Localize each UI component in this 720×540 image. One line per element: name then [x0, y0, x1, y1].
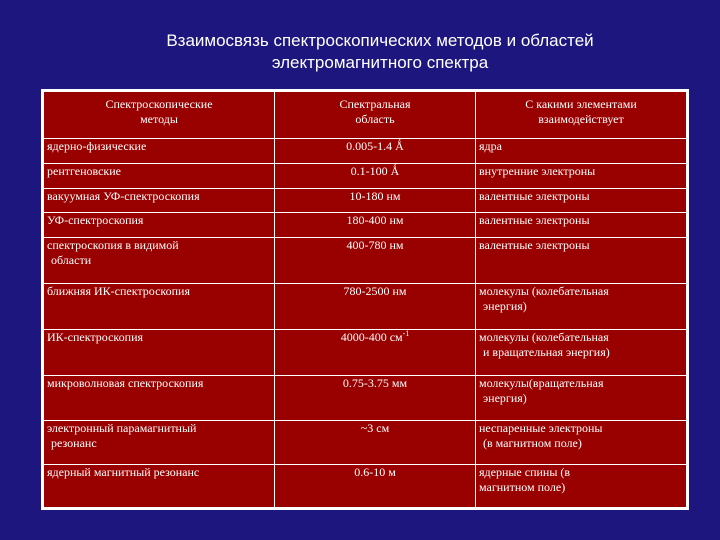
header-methods	[43, 91, 275, 139]
method-text: области	[51, 253, 92, 267]
region-cell	[275, 139, 476, 164]
region-text: 400-780 нм	[346, 238, 404, 252]
region-text: 0.6-10 м	[354, 465, 396, 479]
interacts-text: магнитном поле)	[479, 480, 566, 494]
interacts-text: (в магнитном поле)	[483, 436, 582, 450]
region-text: ~3 см	[360, 421, 390, 435]
spectroscopy-methods-table	[41, 89, 689, 510]
method-text: ИК-спектроскопия	[47, 330, 144, 344]
table-row	[43, 213, 688, 238]
header-region	[275, 91, 476, 139]
header-methods-line-2: методы	[140, 112, 178, 126]
interacts-cell	[476, 164, 688, 189]
table-row	[43, 421, 688, 465]
region-cell	[275, 238, 476, 284]
method-cell	[43, 238, 275, 284]
method-text: электронный парамагнитный	[47, 421, 197, 435]
method-text: резонанс	[51, 436, 97, 450]
interacts-cell	[476, 189, 688, 213]
interacts-text: молекулы (колебательная	[479, 330, 609, 344]
interacts-text: неспаренные электроны	[479, 421, 603, 435]
interacts-text: валентные электроны	[479, 189, 590, 203]
interacts-text: энергия)	[483, 299, 527, 313]
interacts-cell	[476, 284, 688, 330]
interacts-text: и вращательная энергия)	[483, 345, 610, 359]
method-text: УФ-спектроскопия	[47, 213, 144, 227]
method-text: ядерно-физические	[47, 139, 147, 153]
interacts-cell	[476, 376, 688, 421]
header-interacts-line-1: С какими элементами	[525, 97, 637, 111]
interacts-text: молекулы (колебательная	[479, 284, 609, 298]
header-interacts-line-2: взаимодействует	[538, 112, 624, 126]
method-cell	[43, 465, 275, 509]
region-cell	[275, 421, 476, 465]
method-cell	[43, 376, 275, 421]
interacts-cell	[476, 330, 688, 376]
region-text: 0.005-1.4 Ǻ	[346, 139, 404, 153]
interacts-text: энергия)	[483, 391, 527, 405]
table-row	[43, 139, 688, 164]
method-text: вакуумная УФ-спектроскопия	[47, 189, 200, 203]
table-row	[43, 164, 688, 189]
method-cell	[43, 189, 275, 213]
method-cell	[43, 330, 275, 376]
region-text: 780-2500 нм	[343, 284, 407, 298]
region-cell	[275, 376, 476, 421]
interacts-cell	[476, 421, 688, 465]
slide-title-line-1: Взаимосвязь спектроскопических методов и областей	[166, 31, 594, 50]
table-row	[43, 376, 688, 421]
region-text	[278, 330, 472, 345]
header-methods-line-1: Спектроскопические	[105, 97, 213, 111]
slide-title-line-2: электромагнитного спектра	[271, 53, 489, 72]
method-text: рентгеновские	[47, 164, 122, 178]
region-cell	[275, 164, 476, 189]
interacts-cell	[476, 213, 688, 238]
interacts-text: внутренние электроны	[479, 164, 596, 178]
method-text: ядерный магнитный резонанс	[47, 465, 200, 479]
slide-title	[100, 30, 660, 74]
region-text: 10-180 нм	[349, 189, 401, 203]
method-cell	[43, 213, 275, 238]
table-row	[43, 330, 688, 376]
interacts-cell	[476, 139, 688, 164]
region-cell	[275, 189, 476, 213]
interacts-text: ядра	[479, 139, 502, 153]
table-row	[43, 189, 688, 213]
table-row	[43, 465, 688, 509]
header-region-line-2: область	[355, 112, 395, 126]
region-cell	[275, 330, 476, 376]
region-value: 4000-400 см	[340, 330, 403, 344]
table-header-row	[43, 91, 688, 139]
interacts-text: валентные электроны	[479, 213, 590, 227]
region-cell	[275, 284, 476, 330]
method-cell	[43, 421, 275, 465]
interacts-cell	[476, 238, 688, 284]
interacts-text: валентные электроны	[479, 238, 590, 252]
method-cell	[43, 284, 275, 330]
method-cell	[43, 164, 275, 189]
method-text: микроволновая спектроскопия	[47, 376, 204, 390]
method-text: ближняя ИК-спектроскопия	[47, 284, 190, 298]
region-cell	[275, 465, 476, 509]
method-cell	[43, 139, 275, 164]
region-cell	[275, 213, 476, 238]
interacts-text: молекулы(вращательная	[479, 376, 604, 390]
region-text: 180-400 нм	[346, 213, 404, 227]
interacts-text: ядерные спины (в	[479, 465, 571, 479]
interacts-cell	[476, 465, 688, 509]
table-row	[43, 284, 688, 330]
header-region-line-1: Спектральная	[339, 97, 411, 111]
region-text: 0.75-3.75 мм	[342, 376, 408, 390]
table-row	[43, 238, 688, 284]
region-text: 0.1-100 Ǻ	[350, 164, 400, 178]
region-exponent: -1	[402, 329, 410, 338]
header-interacts	[476, 91, 688, 139]
method-text: спектроскопия в видимой	[47, 238, 179, 252]
